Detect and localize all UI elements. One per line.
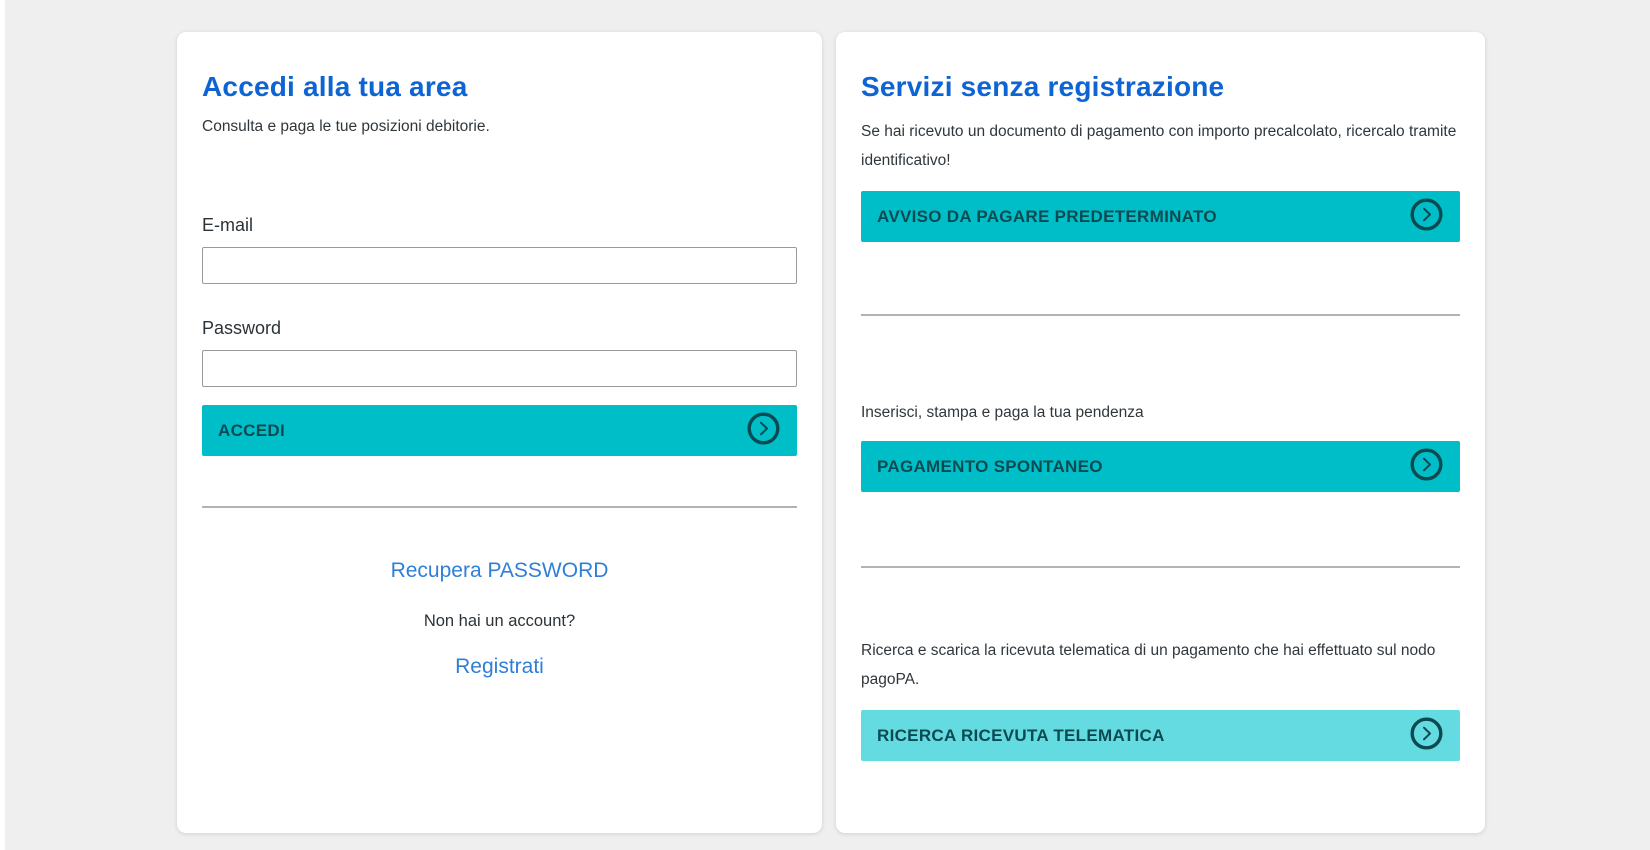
recover-password-link[interactable]: Recupera PASSWORD	[390, 559, 609, 582]
email-input[interactable]	[202, 247, 797, 284]
ricerca-ricevuta-description: Ricerca e scarica la ricevuta telematica di un pagamento che hai effettuato sul nodo pagoPA.	[861, 642, 1436, 688]
register-link[interactable]: Registrati	[455, 655, 544, 678]
arrow-right-circle-icon	[1410, 448, 1443, 486]
login-divider	[202, 506, 797, 508]
pagamento-spontaneo-button-label: PAGAMENTO SPONTANEO	[877, 456, 1103, 476]
login-button[interactable]	[202, 405, 797, 456]
login-links-block	[202, 516, 797, 680]
password-input[interactable]	[202, 350, 797, 387]
main-layout	[177, 32, 1485, 833]
login-card-title: Accedi alla tua area	[202, 71, 468, 102]
login-card-subtitle: Consulta e paga le tue posizioni debitorie.	[202, 118, 490, 135]
avviso-predeterminato-button[interactable]	[861, 191, 1460, 242]
arrow-right-circle-icon	[1410, 198, 1443, 236]
pagamento-spontaneo-button[interactable]	[861, 441, 1460, 492]
avviso-predeterminato-button-label: AVVISO DA PAGARE PREDETERMINATO	[877, 206, 1217, 226]
ricerca-ricevuta-button[interactable]	[861, 710, 1460, 761]
arrow-right-circle-icon	[747, 412, 780, 450]
arrow-right-circle-icon	[1410, 717, 1443, 755]
avviso-predeterminato-description: Se hai ricevuto un documento di pagamento con importo precalcolato, ricercalo tramite identificativo!	[861, 123, 1457, 169]
services-card	[836, 32, 1485, 833]
login-card	[177, 32, 822, 833]
login-button-label: ACCEDI	[218, 420, 285, 440]
services-divider	[861, 566, 1460, 568]
page-left-edge	[0, 0, 5, 850]
services-divider	[861, 314, 1460, 316]
pagamento-spontaneo-description: Inserisci, stampa e paga la tua pendenza	[861, 404, 1144, 421]
password-label: Password	[202, 318, 282, 338]
email-label: E-mail	[202, 215, 254, 235]
no-account-text: Non hai un account?	[423, 612, 576, 630]
ricerca-ricevuta-button-label: RICERCA RICEVUTA TELEMATICA	[877, 725, 1165, 745]
services-card-title: Servizi senza registrazione	[861, 71, 1225, 102]
